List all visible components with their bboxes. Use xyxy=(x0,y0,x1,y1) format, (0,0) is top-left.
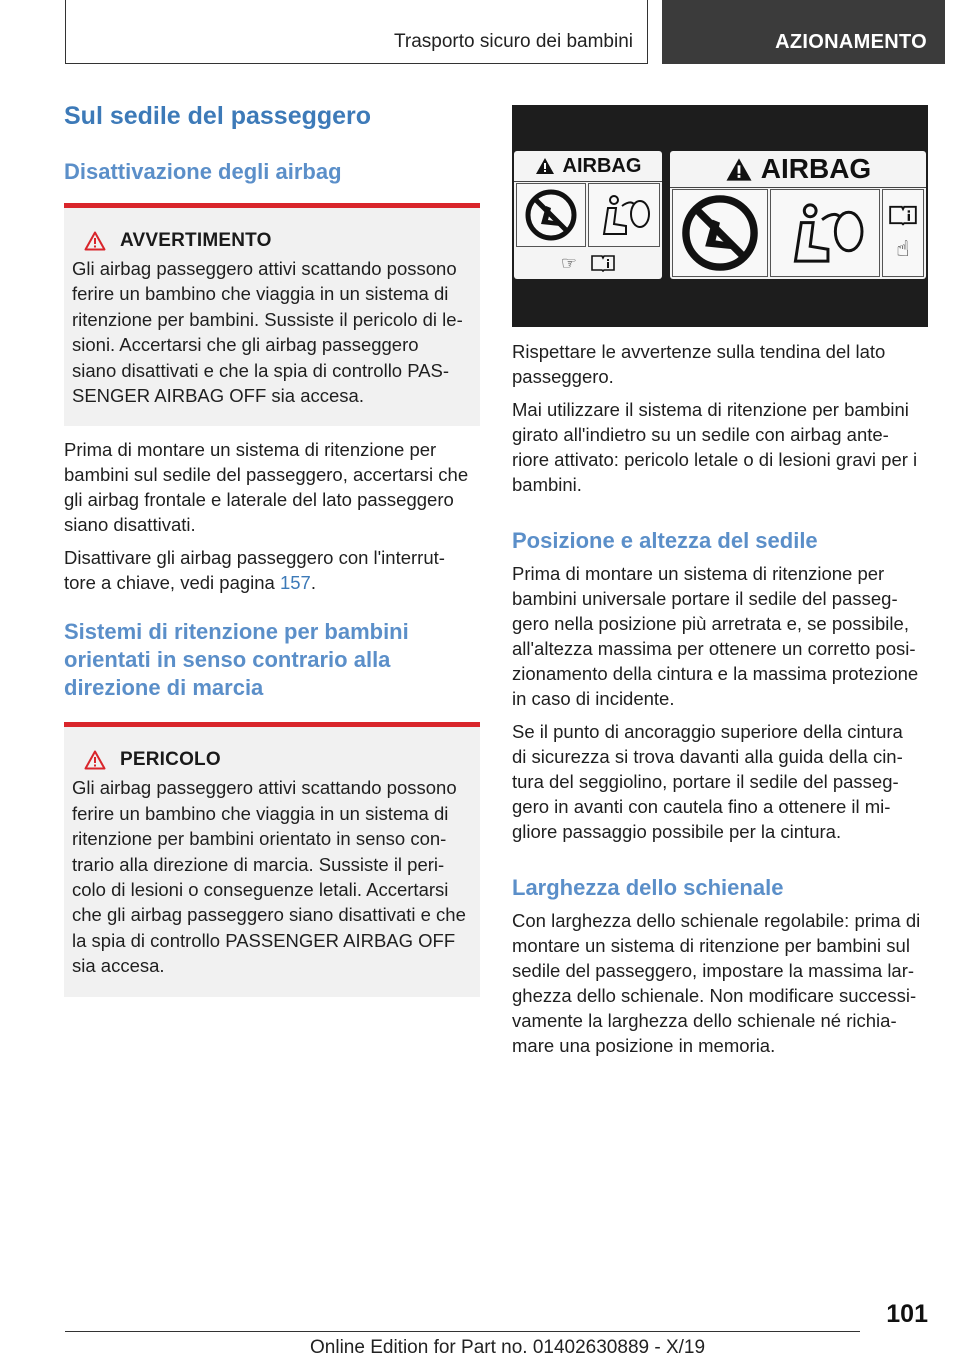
pointing-hand-icon: ☝ xyxy=(896,236,910,261)
paragraph-never-rear-facing: Mai utilizzare il sistema di ritenzione per bambini girato all'indietro su un sedile con airbag ante- riore attivato: pericolo letale o di lesioni gravi per i bambini. xyxy=(512,399,918,495)
airbag-label-large xyxy=(670,151,926,279)
paragraph-key-switch: Disattivare gli airbag passeggero con l'interrut- tore a chiave, vedi pagina 157. xyxy=(64,547,445,594)
chapter-tab-label: AZIONAMENTO xyxy=(775,31,927,53)
airbag-label-small xyxy=(514,151,662,279)
airbag-warning-label-image xyxy=(512,105,928,327)
airbag-label-small-header xyxy=(514,151,662,182)
footer-edition: Online Edition for Part no. 01402630889 - X/19 xyxy=(310,1337,706,1358)
warning-title: AVVERTIMENTO xyxy=(120,230,272,251)
warning-triangle-icon xyxy=(84,231,106,251)
airbag-label-large-text: AIRBAG xyxy=(760,153,872,184)
no-child-seat-cell-large xyxy=(672,189,768,277)
heading-backrest-width: Larghezza dello schienale xyxy=(512,875,784,900)
header-section-box xyxy=(65,0,648,64)
airbag-deploy-cell xyxy=(588,183,660,247)
manual-book-icon xyxy=(591,254,615,272)
manual-book-icon xyxy=(889,204,917,226)
manual-reference-cell-large xyxy=(882,189,924,277)
airbag-label-small-text: AIRBAG xyxy=(562,154,642,177)
heading-rear-facing-seats: Sistemi di ritenzione per bambini orientati in senso contrario alla direzione di marcia xyxy=(64,619,409,701)
paragraph-seat-position: Prima di montare un sistema di ritenzione per bambini universale portare il sedile del passeg- gero nella posizione più arretrata e, se possibile, all'altezza massima per ottenere un corretto posi- zionamento della cintura e la massima protezione in caso di incidente. xyxy=(512,563,919,709)
chapter-tab[interactable] xyxy=(662,0,945,64)
airbag-deployment-icon xyxy=(594,190,654,240)
paragraph-backrest-width: Con larghezza dello schienale regolabile: prima di montare un sistema di ritenzione per bambini sul sedile del passeggero, impostare la massima lar- ghezza dello schienale. Non modificare successi- vamente la larghezza dello schienale né richia- mare una posizione in memoria. xyxy=(512,910,921,1056)
airbag-deployment-icon xyxy=(780,196,870,270)
heading-passenger-seat: Sul sedile del passeggero xyxy=(64,102,372,130)
section-title: Trasporto sicuro dei bambini xyxy=(393,31,633,52)
page-number: 101 xyxy=(886,1300,928,1328)
danger-callout-header xyxy=(84,749,472,771)
no-rear-facing-child-seat-icon xyxy=(524,188,578,242)
page-reference-link[interactable]: 157 xyxy=(279,572,311,594)
warning-triangle-icon xyxy=(84,750,106,770)
paragraph-observe-warnings: Rispettare le avvertenze sulla tendina del lato passeggero. xyxy=(512,341,886,387)
warning-triangle-icon xyxy=(535,157,555,175)
no-rear-facing-child-seat-icon xyxy=(680,193,760,273)
danger-text: Gli airbag passeggero attivi scattando possono ferire un bambino che viaggia in un sistema di ritenzione per bambini orientato in senso con- trario alla direzione di marcia. Sussiste il peri- colo di lesioni o conseguenze letali. Accertarsi che gli airbag passeggero siano disattivati e che la spia di controllo PASSENGER AIRBAG OFF sia accesa. xyxy=(72,777,466,977)
pointing-hand-icon: ☞ xyxy=(560,252,578,273)
warning-text: Gli airbag passeggero attivi scattando possono ferire un bambino che viaggia in un sistema di ritenzione per bambini. Sussiste il pericolo di le- sioni. Accertarsi che gli airbag passeggero siano disattivati e che la spia di controllo PAS- SENGER AIRBAG OFF sia accesa. xyxy=(72,258,463,407)
heading-seat-position: Posizione e altezza del sedile xyxy=(512,528,818,553)
heading-airbag-deactivation: Disattivazione degli airbag xyxy=(64,159,342,184)
danger-callout xyxy=(64,722,480,996)
left-column xyxy=(64,100,480,997)
paragraph-belt-anchor: Se il punto di ancoraggio superiore della cintura di sicurezza si trova davanti alla guida della cin- tura del seggiolino, portare il sedile del passeg- gero in avanti con cautela fino a ottenere il mi- gliore passaggio possibile per la cintura. xyxy=(512,721,903,842)
paragraph-before-mounting: Prima di montare un sistema di ritenzione per bambini sul sedile del passeggero, accertarsi che gli airbag frontale e laterale del lato passeggero siano disattivati. xyxy=(64,439,469,536)
airbag-deploy-cell-large xyxy=(770,189,880,277)
right-column xyxy=(512,105,928,1058)
footer-divider xyxy=(65,1331,860,1332)
danger-title: PERICOLO xyxy=(120,749,221,771)
airbag-label-large-header xyxy=(670,151,926,188)
warning-callout xyxy=(64,203,480,426)
manual-reference-cell xyxy=(516,249,660,277)
no-child-seat-cell xyxy=(516,183,586,247)
warning-triangle-icon xyxy=(725,157,753,182)
warning-callout-header xyxy=(84,230,472,252)
